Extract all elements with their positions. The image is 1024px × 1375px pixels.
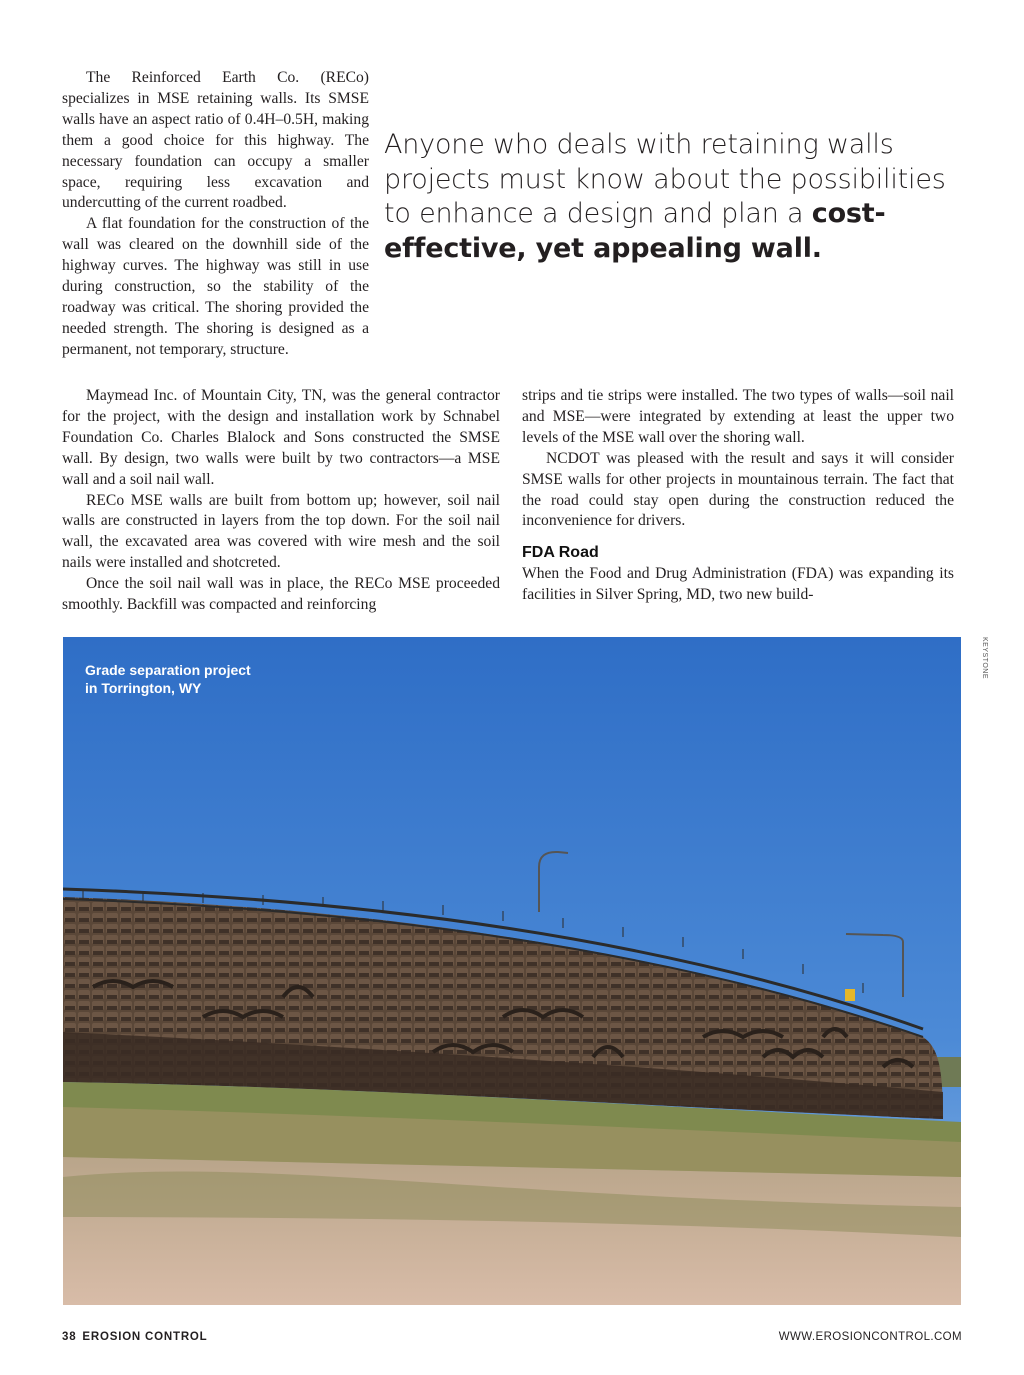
footer-left (62, 1331, 208, 1343)
article-column-right (522, 386, 954, 606)
pull-quote (384, 128, 954, 266)
photo-caption-line: in Torrington, WY (85, 680, 202, 696)
article-column-left (62, 386, 500, 616)
paragraph: When the Food and Drug Administration (FDA) was expanding its facilities in Silver Spring, MD, two new build- (522, 565, 954, 604)
photo-illustration (63, 637, 961, 1305)
footer-url: WWW.EROSIONCONTROL.COM (778, 1331, 962, 1343)
page-number: 38 (62, 1331, 77, 1343)
publication-name: EROSION CONTROL (82, 1331, 208, 1343)
paragraph: strips and tie strips were installed. The two types of walls—soil nail and MSE—were integrated by extending at least the upper two levels of the MSE wall over the shoring wall. (522, 387, 954, 446)
article-column-top (62, 68, 369, 361)
photo-caption (85, 661, 385, 697)
paragraph: A flat foundation for the construction of the wall was cleared on the downhill side of the highway curves. The highway was still in use during construction, so the stability of the roadway was critical. The shoring provided the needed strength. The shoring is designed as a permanent, not temporary, structure. (62, 215, 369, 358)
paragraph: RECo MSE walls are built from bottom up; however, soil nail walls are constructed in layers from the top down. For the soil nail wall, the excavated area was covered with wire mesh and the soil nails were installed and shotcreted. (62, 491, 500, 572)
paragraph: NCDOT was pleased with the result and says it will consider SMSE walls for other projects in mountainous terrain. The fact that the road could stay open during the construction reduced the inconvenience for drivers. (522, 449, 954, 530)
section-subhead: FDA Road (522, 544, 599, 562)
photo-credit: KEYSTONE (981, 637, 988, 679)
photo-retaining-wall (63, 637, 961, 1305)
paragraph: Once the soil nail wall was in place, the RECo MSE proceeded smoothly. Backfill was compacted and reinforcing (62, 575, 500, 614)
pull-quote-light: Anyone who deals with retaining walls projects must know about the possibilities to enhance a design and plan a (384, 129, 946, 229)
paragraph: Maymead Inc. of Mountain City, TN, was the general contractor for the project, with the design and installation work by Schnabel Foundation Co. Charles Blalock and Sons constructed the SMSE wall. By design, two walls were built by two contractors—a MSE wall and a soil nail wall. (62, 387, 500, 488)
photo-caption-line: Grade separation project (85, 662, 251, 678)
pull-quote-bold: cost-effective, yet appealing wall. (384, 198, 886, 264)
paragraph: The Reinforced Earth Co. (RECo) specializes in MSE retaining walls. Its SMSE walls have an aspect ratio of 0.4H–0.5H, making them a good choice for this highway. The necessary foundation can occupy a smaller space, requiring less excavation and undercutting of the current roadbed. (62, 69, 369, 212)
